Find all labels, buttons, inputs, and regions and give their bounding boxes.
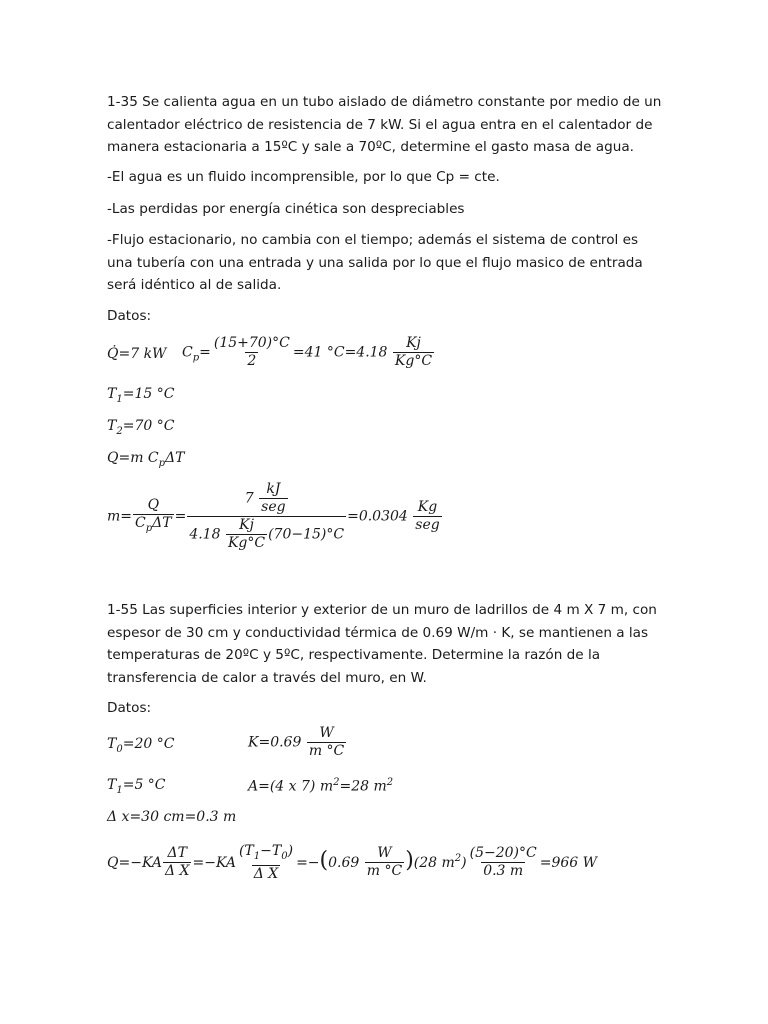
datos-label-2: Datos:: [107, 700, 152, 716]
equation-t2: $T_2=70$ °C: [107, 418, 175, 437]
equation-q-mcp: Q=m $C_p\Delta T$: [107, 450, 185, 469]
problem-2-statement: 1-55 Las superficies interior y exterior de un muro de ladrillos de 4 m X 7 m, con espesor de 30 cm y conductividad térmica de 0.69 W/m · K, se mantienen a las temperaturas de 20ºC y 5ºC, respectivamente. Determine la razón de la transferencia de calor a través del muro, en W.: [107, 602, 657, 686]
equation-cp: $C_p=$ $\frac{(15+70)^\circ C}{2}$ =41 °C=4.18 $\frac{Kj}{Kg^\circ C}$: [182, 335, 433, 369]
equation-t1-wall: $T_1=5$ °C: [107, 777, 166, 796]
datos-label-1: Datos:: [107, 308, 152, 324]
equation-area: A=(4 x 7) $m^2=28$ $m^2$: [248, 777, 394, 795]
equation-k: K=0.69 $\frac{W}{m ^\circ C}$: [248, 725, 345, 759]
equation-q-dot: Q̇=7 kW: [107, 346, 167, 362]
equation-mass-flow: m= $\frac{Q}{C_p\Delta T}$ = 7 $\frac{kJ}{\text{seg}}$ 4.18 $\frac{Kj}{Kg^\circ C}$ (70−15)°C =0.0304 $\frac{Kg}{\text{seg}}$: [107, 481, 440, 551]
assumption-kinetic-energy: -Las perdidas por energía cinética son despreciables: [107, 201, 465, 217]
equation-t1: $T_1=15$ °C: [107, 386, 175, 405]
assumption-incompressible: -El agua es un fluido incomprensible, por lo que Cp = cte.: [107, 169, 500, 185]
equation-t0: $T_0=20$ °C: [107, 736, 175, 755]
equation-delta-x: Δ x=30 cm=0.3 m: [107, 809, 237, 825]
assumption-steady-flow: -Flujo estacionario, no cambia con el tiempo; además el sistema de control es una tubería con una entrada y una salida por lo que el flujo masico de entrada será idéntico al de salida.: [107, 232, 643, 293]
equation-heat-transfer: Q=−KA $\frac{\Delta T}{\text{Δ X}}$ =−KA $\frac{(T_1-T_0)}{\text{Δ X}}$ =−(0.69 $\frac{W}{m ^\circ C}$ )(28 $m^2$) $\frac{(5-20)^\circ C}{0.3 m}$ =966 W: [107, 843, 598, 882]
problem-1-statement: 1-35 Se calienta agua en un tubo aislado de diámetro constante por medio de un calentador eléctrico de resistencia de 7 kW. Si el agua entra en el calentador de manera estacionaria a 15ºC y sale a 70ºC, determine el gasto masa de agua.: [107, 94, 662, 155]
